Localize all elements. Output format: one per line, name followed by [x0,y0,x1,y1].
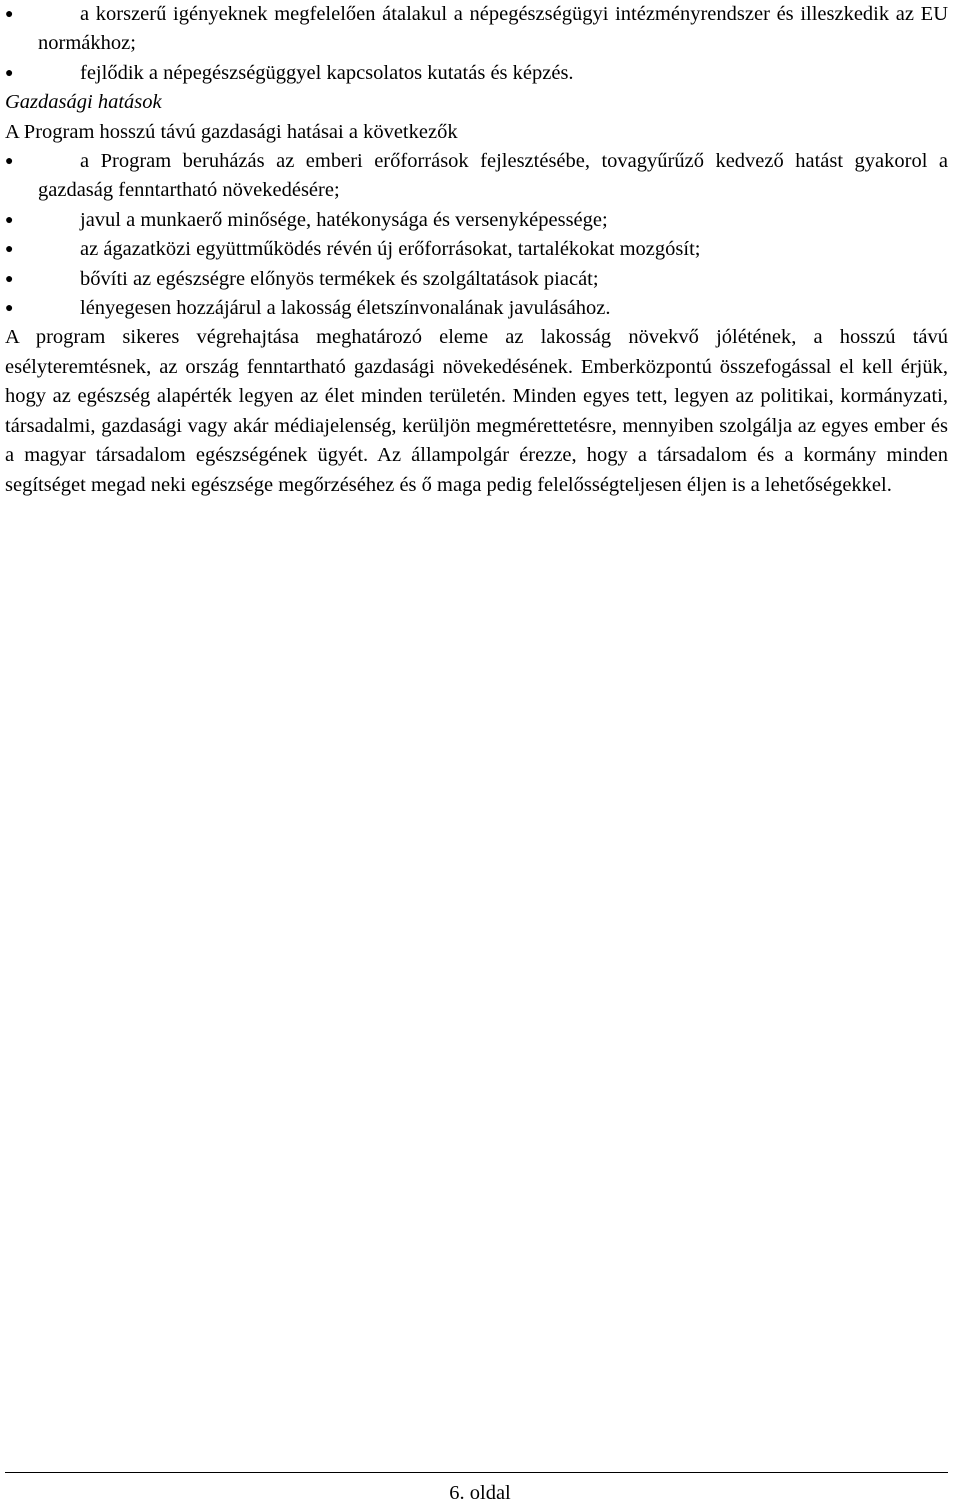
list-item-text: a Program beruházás az emberi erőforrások fejlesztésébe, tovagyűrűző kedvező hatást gyakorol a gazdaság fenntartható növekedésére; [38,150,948,202]
bullet-icon: ● [5,7,14,22]
bullet-list-top [5,0,948,88]
bullet-icon: ● [5,154,14,170]
bullet-icon: ● [5,65,14,81]
bullet-icon: ● [5,271,14,287]
list-item-text: javul a munkaerő minősége, hatékonysága és versenyképessége; [80,208,608,231]
bullet-icon: ● [5,212,14,228]
closing-paragraph: A program sikeres végrehajtása meghatározó eleme az lakosság növekvő jólétének, a hosszú távú esélyteremtésnek, az ország fenntartható gazdasági növekedésének. Emberközpontú összefogással el kell érjük, hogy az egészség alapérték legyen az élet minden területén. Minden egyes tett, legyen az politikai, kormányzati, társadalmi, gazdasági vagy akár médiajelenség, kerüljön megmérettetésre, mennyiben szolgálja az egyes ember és a magyar társadalom egészségének ügyét. Az állampolgár érezze, hogy a társadalom és a kormány minden segítséget megad neki egészsége megőrzéséhez és ő maga pedig felelősségteljesen éljen is a lehetőségekkel. [5,326,948,496]
footer-divider [5,1472,948,1473]
document-body [5,0,948,500]
list-item [5,235,948,264]
list-item [5,0,948,59]
list-item [5,147,948,206]
list-item-text: az ágazatközi együttműködés révén új erőforrásokat, tartalékokat mozgósít; [80,238,701,261]
page-number: 6. oldal [449,1482,511,1504]
list-item-text: lényegesen hozzájárul a lakosság életszínvonalának javulásához. [80,297,611,320]
list-item-text: bővíti az egészségre előnyös termékek és szolgáltatások piacát; [80,267,599,290]
bullet-icon: ● [5,242,14,258]
section-intro: A Program hosszú távú gazdasági hatásai a következők [5,120,458,143]
list-item [5,265,948,294]
section-heading: Gazdasági hatások [5,91,162,114]
list-item [5,59,948,88]
list-item [5,294,948,323]
list-item [5,206,948,235]
list-item-text: fejlődik a népegészségüggyel kapcsolatos kutatás és képzés. [80,61,574,84]
bullet-list-effects [5,147,948,323]
list-item-text: a korszerű igényeknek megfelelően átalakul a népegészségügyi intézményrendszer és illeszkedik az EU normákhoz; [38,3,948,55]
bullet-icon: ● [5,301,14,317]
